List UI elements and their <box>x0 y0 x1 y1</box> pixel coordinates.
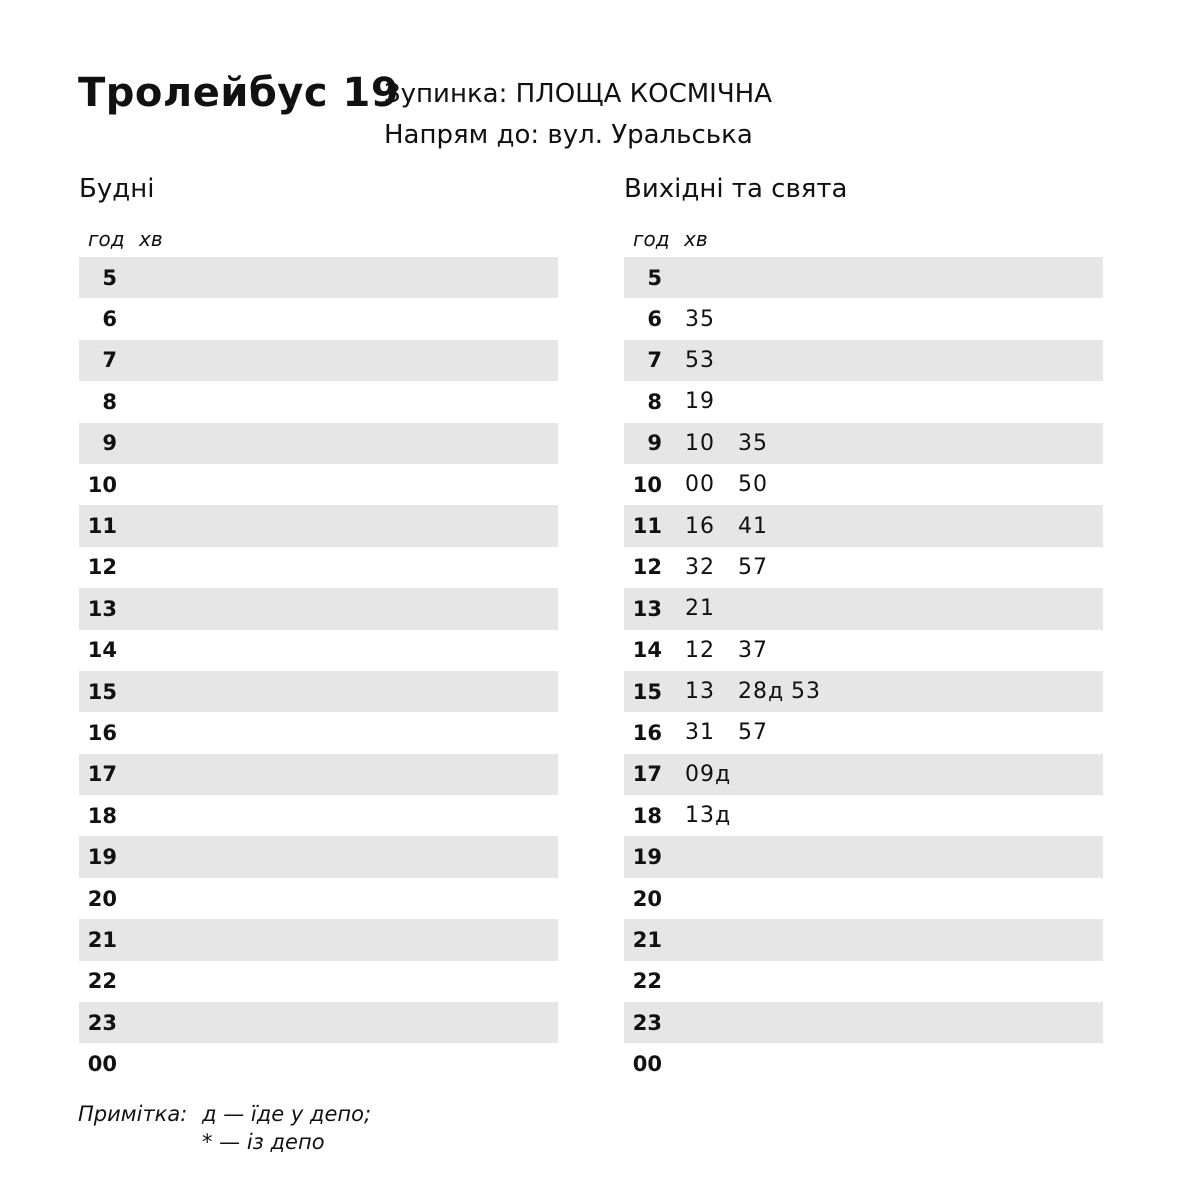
hour-cell: 6 <box>102 307 117 332</box>
hour-cell: 18 <box>632 803 662 828</box>
hour-cell: 12 <box>632 555 662 580</box>
hour-cell: 11 <box>87 514 117 539</box>
schedule-row <box>79 878 558 919</box>
hour-cell: 14 <box>632 638 662 663</box>
departure-minute: 31 <box>685 720 715 746</box>
schedule-row <box>79 795 558 836</box>
minute-column-label: хв <box>684 227 708 251</box>
footnote-line-1 <box>78 1100 371 1128</box>
departure-minute: 12 <box>685 637 715 663</box>
schedule-row <box>624 630 1103 671</box>
schedule-row <box>624 588 1103 629</box>
departure-minute: 00 <box>685 472 715 498</box>
schedule-row <box>624 836 1103 877</box>
hour-cell: 21 <box>87 927 117 952</box>
schedule-row <box>624 381 1103 422</box>
schedule-row <box>624 505 1103 546</box>
footnote <box>78 1100 371 1156</box>
departure-minute: 13д <box>685 803 732 829</box>
minutes-cell <box>685 514 791 539</box>
schedule-row <box>79 836 558 877</box>
schedule-row <box>624 298 1103 339</box>
departure-minute: 28д <box>738 679 785 705</box>
schedule-row <box>624 919 1103 960</box>
schedule-row <box>79 961 558 1002</box>
stop-name: Зупинка: ПЛОЩА КОСМІЧНА <box>384 79 773 109</box>
schedule-row <box>79 381 558 422</box>
schedule-row <box>624 1002 1103 1043</box>
schedule-row <box>79 712 558 753</box>
hour-cell: 19 <box>87 845 117 870</box>
hour-column-label: год <box>88 227 125 251</box>
hour-cell: 20 <box>87 886 117 911</box>
schedule-row <box>624 795 1103 836</box>
departure-minute: 19 <box>685 389 715 415</box>
minutes-cell <box>685 555 791 580</box>
hour-cell: 7 <box>102 348 117 373</box>
departure-minute: 37 <box>738 637 768 663</box>
schedule-row <box>79 464 558 505</box>
weekend-rows <box>624 257 1103 1085</box>
departure-minute: 50 <box>738 472 768 498</box>
hour-cell: 9 <box>102 431 117 456</box>
schedule-row <box>624 754 1103 795</box>
departure-minute: 13 <box>685 679 715 705</box>
schedule-row <box>624 464 1103 505</box>
minutes-cell <box>685 638 791 663</box>
departure-minute: 57 <box>738 720 768 746</box>
hour-cell: 00 <box>632 1052 662 1077</box>
schedule-row <box>79 298 558 339</box>
weekend-schedule <box>624 172 1103 1085</box>
departure-minute: 41 <box>738 513 768 539</box>
schedule-row <box>624 340 1103 381</box>
hour-cell: 16 <box>632 720 662 745</box>
departure-minute: 57 <box>738 554 768 580</box>
minutes-cell <box>685 389 738 414</box>
hour-cell: 11 <box>632 514 662 539</box>
minute-column-label: хв <box>139 227 163 251</box>
hour-cell: 18 <box>87 803 117 828</box>
weekend-header-row <box>624 224 1103 254</box>
hour-cell: 8 <box>102 389 117 414</box>
stop-info <box>384 74 772 156</box>
schedule-row <box>79 547 558 588</box>
schedule-row <box>79 423 558 464</box>
schedule-row <box>79 588 558 629</box>
departure-minute: 10 <box>685 430 715 456</box>
minutes-cell <box>685 720 791 745</box>
departure-minute: 21 <box>685 596 715 622</box>
hour-column-label: год <box>633 227 670 251</box>
depot-note: д — їде у депо; <box>202 1102 372 1126</box>
weekday-title: Будні <box>79 174 155 204</box>
departure-minute: 32 <box>685 554 715 580</box>
departure-minute: 09д <box>685 761 732 787</box>
schedule-row <box>79 1002 558 1043</box>
hour-cell: 8 <box>647 389 662 414</box>
schedule-row <box>79 671 558 712</box>
schedule-row <box>79 754 558 795</box>
schedule-row <box>79 630 558 671</box>
hour-cell: 15 <box>87 679 117 704</box>
hour-cell: 22 <box>632 969 662 994</box>
departure-minute: 35 <box>738 430 768 456</box>
minutes-cell <box>685 596 738 621</box>
hour-cell: 14 <box>87 638 117 663</box>
schedule-row <box>624 671 1103 712</box>
minutes-cell <box>685 762 738 787</box>
footnote-label: Примітка: <box>78 1102 188 1126</box>
hour-cell: 10 <box>87 472 117 497</box>
hour-cell: 20 <box>632 886 662 911</box>
schedule-row <box>79 1043 558 1084</box>
hour-cell: 13 <box>632 596 662 621</box>
hour-cell: 16 <box>87 720 117 745</box>
minutes-cell <box>685 307 738 332</box>
route-title: Тролейбус 19 <box>78 70 400 116</box>
hour-cell: 21 <box>632 927 662 952</box>
departure-minute: 53 <box>791 679 821 705</box>
schedule-row <box>79 505 558 546</box>
schedule-row <box>624 423 1103 464</box>
weekday-schedule <box>79 172 558 1085</box>
hour-cell: 10 <box>632 472 662 497</box>
minutes-cell <box>685 431 791 456</box>
hour-cell: 19 <box>632 845 662 870</box>
schedule-row <box>79 257 558 298</box>
hour-cell: 17 <box>87 762 117 787</box>
minutes-cell <box>685 679 844 704</box>
schedule-row <box>79 919 558 960</box>
hour-cell: 00 <box>87 1052 117 1077</box>
departure-minute: 53 <box>685 347 715 373</box>
hour-cell: 5 <box>102 265 117 290</box>
departure-minute: 35 <box>685 306 715 332</box>
hour-cell: 12 <box>87 555 117 580</box>
schedule-row <box>79 340 558 381</box>
schedule-row <box>624 712 1103 753</box>
schedule-row <box>624 961 1103 1002</box>
weekday-header-row <box>79 224 558 254</box>
hour-cell: 15 <box>632 679 662 704</box>
departure-minute: 16 <box>685 513 715 539</box>
hour-cell: 22 <box>87 969 117 994</box>
direction: Напрям до: вул. Уральська <box>384 120 753 150</box>
weekend-title: Вихідні та свята <box>624 174 848 204</box>
hour-cell: 9 <box>647 431 662 456</box>
hour-cell: 13 <box>87 596 117 621</box>
hour-cell: 6 <box>647 307 662 332</box>
schedule-row <box>624 257 1103 298</box>
schedule-row <box>624 878 1103 919</box>
schedule-row <box>624 547 1103 588</box>
hour-cell: 5 <box>647 265 662 290</box>
weekday-rows <box>79 257 558 1085</box>
from-depot-note: * — із депо <box>202 1130 325 1154</box>
hour-cell: 17 <box>632 762 662 787</box>
hour-cell: 7 <box>647 348 662 373</box>
hour-cell: 23 <box>87 1010 117 1035</box>
minutes-cell <box>685 803 738 828</box>
schedule-row <box>624 1043 1103 1084</box>
minutes-cell <box>685 472 791 497</box>
minutes-cell <box>685 348 738 373</box>
hour-cell: 23 <box>632 1010 662 1035</box>
